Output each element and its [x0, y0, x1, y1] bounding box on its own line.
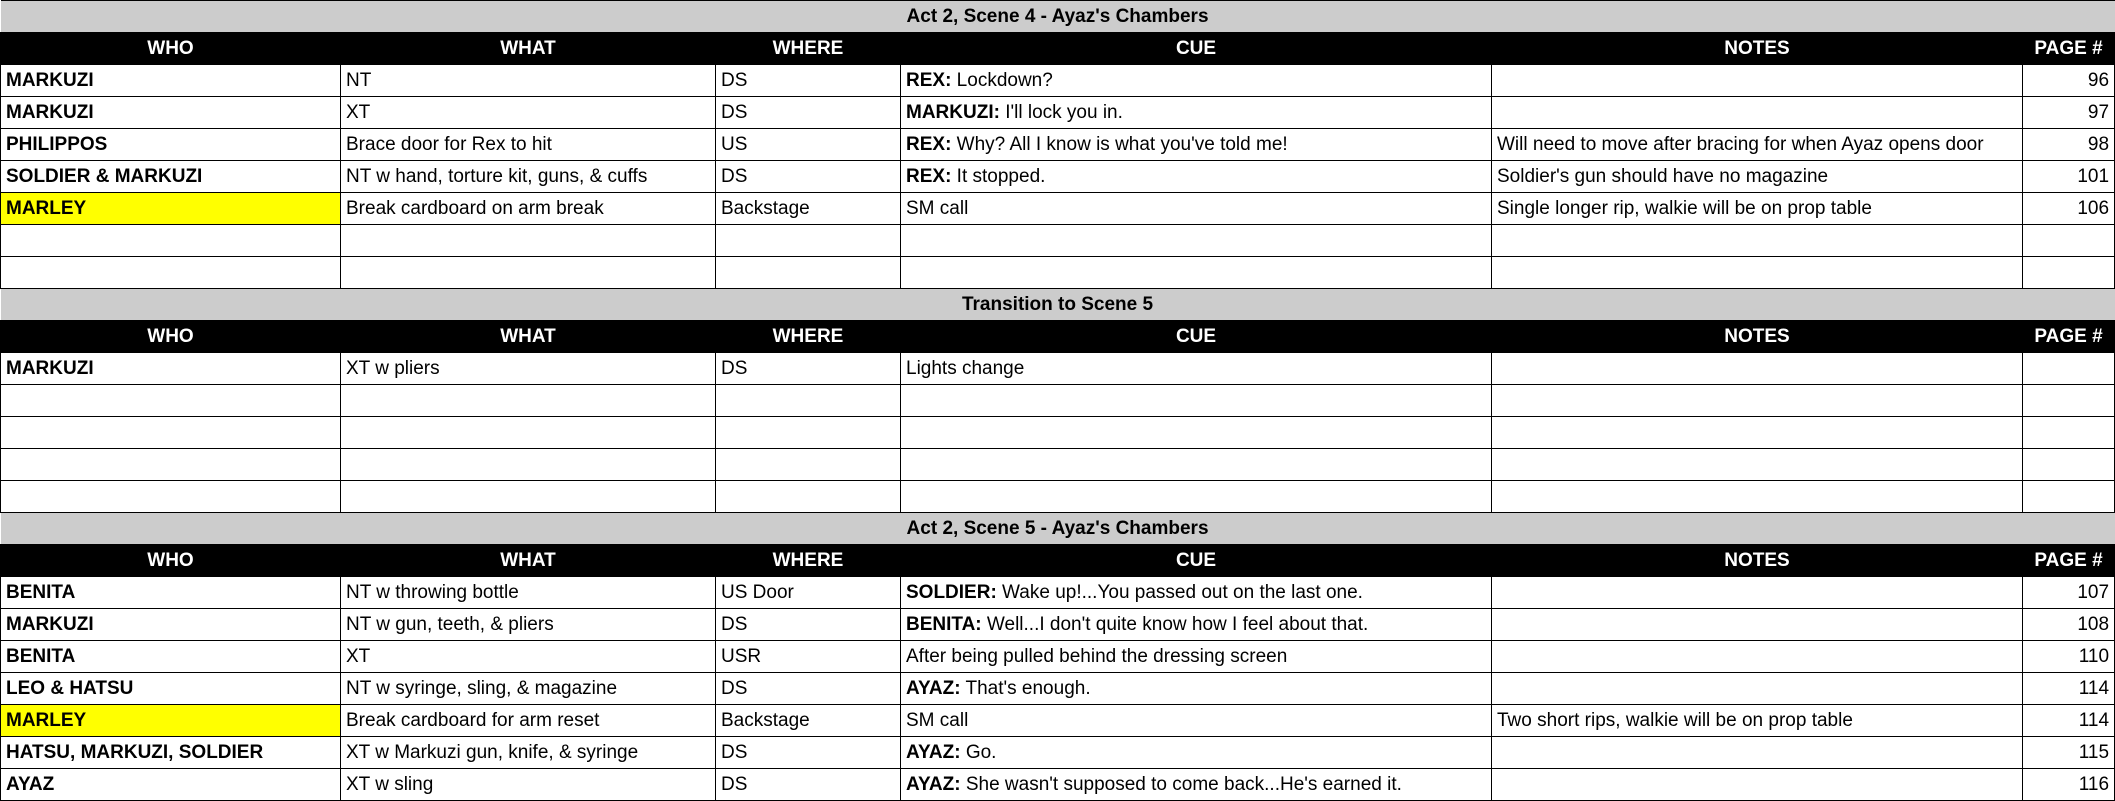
cell-where[interactable]: [716, 417, 901, 449]
cell-cue[interactable]: [901, 129, 1492, 161]
cell-page[interactable]: 110: [2023, 641, 2115, 673]
cue-text: Lights change: [906, 357, 1025, 379]
header-where: WHERE: [716, 33, 901, 65]
cell-where[interactable]: [716, 225, 901, 257]
section-title-row: [1, 513, 2115, 545]
section-title-row: [1, 1, 2115, 33]
column-header-row: [1, 545, 2115, 577]
header-cue: CUE: [901, 321, 1492, 353]
cell-what[interactable]: XT w sling: [341, 769, 716, 801]
cue-text: Lockdown?: [951, 69, 1053, 91]
cell-who[interactable]: [1, 417, 341, 449]
cue-text: She wasn't supposed to come back...He's earned it.: [960, 773, 1402, 795]
cell-page[interactable]: 114: [2023, 705, 2115, 737]
cell-what[interactable]: NT w hand, torture kit, guns, & cuffs: [341, 161, 716, 193]
cell-page[interactable]: 115: [2023, 737, 2115, 769]
cell-what[interactable]: [341, 449, 716, 481]
cue-text: SM call: [906, 197, 969, 219]
cell-who[interactable]: MARKUZI: [1, 609, 341, 641]
cell-page[interactable]: [2023, 481, 2115, 513]
cell-notes[interactable]: [1492, 417, 2023, 449]
cell-where[interactable]: [716, 449, 901, 481]
cue-text: I'll lock you in.: [999, 101, 1123, 123]
cell-notes[interactable]: Soldier's gun should have no magazine: [1492, 161, 2023, 193]
header-who: WHO: [1, 33, 341, 65]
cue-row: [1, 705, 2115, 737]
cell-what[interactable]: [341, 257, 716, 289]
cell-notes[interactable]: [1492, 769, 2023, 801]
cell-cue[interactable]: [901, 161, 1492, 193]
cell-notes[interactable]: [1492, 225, 2023, 257]
cue-row: [1, 673, 2115, 705]
header-what: WHAT: [341, 545, 716, 577]
cue-text: Why? All I know is what you've told me!: [951, 133, 1288, 155]
header-where: WHERE: [716, 321, 901, 353]
cell-notes[interactable]: [1492, 449, 2023, 481]
cue-speaker: MARKUZI:: [906, 101, 1000, 123]
header-notes: NOTES: [1492, 33, 2023, 65]
cell-where[interactable]: Backstage: [716, 193, 901, 225]
cell-where[interactable]: DS: [716, 769, 901, 801]
cell-cue[interactable]: [901, 417, 1492, 449]
cell-what[interactable]: XT: [341, 97, 716, 129]
cell-cue[interactable]: [901, 737, 1492, 769]
section-title: Act 2, Scene 4 - Ayaz's Chambers: [1, 1, 2115, 33]
cell-notes[interactable]: Single longer rip, walkie will be on prop table: [1492, 193, 2023, 225]
cell-where[interactable]: DS: [716, 609, 901, 641]
cell-page[interactable]: 108: [2023, 609, 2115, 641]
cell-notes[interactable]: Two short rips, walkie will be on prop table: [1492, 705, 2023, 737]
header-cue: CUE: [901, 545, 1492, 577]
cue-speaker: REX:: [906, 69, 952, 91]
cell-where[interactable]: [716, 385, 901, 417]
column-header-row: [1, 33, 2115, 65]
header-notes: NOTES: [1492, 321, 2023, 353]
cell-where[interactable]: DS: [716, 161, 901, 193]
cell-notes[interactable]: [1492, 65, 2023, 97]
cell-notes[interactable]: [1492, 97, 2023, 129]
header-cue: CUE: [901, 33, 1492, 65]
cell-notes[interactable]: [1492, 481, 2023, 513]
header-who: WHO: [1, 321, 341, 353]
cell-who[interactable]: MARLEY: [1, 705, 341, 737]
cell-notes[interactable]: [1492, 385, 2023, 417]
cell-what[interactable]: Brace door for Rex to hit: [341, 129, 716, 161]
cue-speaker: AYAZ:: [906, 773, 961, 795]
cell-what[interactable]: NT w syringe, sling, & magazine: [341, 673, 716, 705]
cell-where[interactable]: DS: [716, 353, 901, 385]
cell-who[interactable]: HATSU, MARKUZI, SOLDIER: [1, 737, 341, 769]
cell-cue[interactable]: [901, 97, 1492, 129]
cell-notes[interactable]: [1492, 673, 2023, 705]
cue-row: [1, 353, 2115, 385]
cell-cue[interactable]: [901, 609, 1492, 641]
cell-who[interactable]: MARLEY: [1, 193, 341, 225]
cell-who[interactable]: MARKUZI: [1, 97, 341, 129]
cell-notes[interactable]: [1492, 577, 2023, 609]
cell-what[interactable]: NT w throwing bottle: [341, 577, 716, 609]
cell-page[interactable]: 106: [2023, 193, 2115, 225]
cell-cue[interactable]: [901, 353, 1492, 385]
cell-who[interactable]: MARKUZI: [1, 353, 341, 385]
cue-text: That's enough.: [960, 677, 1091, 699]
cell-cue[interactable]: [901, 769, 1492, 801]
cell-what[interactable]: NT w gun, teeth, & pliers: [341, 609, 716, 641]
cell-where[interactable]: US: [716, 129, 901, 161]
cell-cue[interactable]: [901, 65, 1492, 97]
cue-text: After being pulled behind the dressing screen: [906, 645, 1288, 667]
cell-where[interactable]: DS: [716, 737, 901, 769]
cue-row: [1, 193, 2115, 225]
cell-where[interactable]: [716, 257, 901, 289]
section-title: Transition to Scene 5: [1, 289, 2115, 321]
cell-notes[interactable]: [1492, 737, 2023, 769]
cell-where[interactable]: US Door: [716, 577, 901, 609]
cue-speaker: REX:: [906, 165, 952, 187]
cell-notes[interactable]: [1492, 353, 2023, 385]
cell-who[interactable]: [1, 481, 341, 513]
cell-notes[interactable]: [1492, 609, 2023, 641]
cell-notes[interactable]: Will need to move after bracing for when Ayaz opens door: [1492, 129, 2023, 161]
cell-what[interactable]: XT: [341, 641, 716, 673]
cell-who[interactable]: LEO & HATSU: [1, 673, 341, 705]
cue-row: [1, 449, 2115, 481]
cell-notes[interactable]: [1492, 641, 2023, 673]
cell-what[interactable]: XT w Markuzi gun, knife, & syringe: [341, 737, 716, 769]
cell-what[interactable]: [341, 225, 716, 257]
cue-text: Go.: [960, 741, 997, 763]
cell-page[interactable]: 107: [2023, 577, 2115, 609]
cell-who[interactable]: [1, 225, 341, 257]
cell-who[interactable]: SOLDIER & MARKUZI: [1, 161, 341, 193]
cue-text: SM call: [906, 709, 969, 731]
cell-cue[interactable]: [901, 449, 1492, 481]
cell-what[interactable]: [341, 481, 716, 513]
cell-cue[interactable]: [901, 673, 1492, 705]
cell-page[interactable]: 101: [2023, 161, 2115, 193]
cell-who[interactable]: MARKUZI: [1, 65, 341, 97]
cell-what[interactable]: Break cardboard on arm break: [341, 193, 716, 225]
section-title-row: [1, 289, 2115, 321]
cell-page[interactable]: [2023, 257, 2115, 289]
cell-what[interactable]: XT w pliers: [341, 353, 716, 385]
cell-cue[interactable]: [901, 641, 1492, 673]
cell-cue[interactable]: [901, 257, 1492, 289]
cell-page[interactable]: [2023, 385, 2115, 417]
cell-cue[interactable]: [901, 225, 1492, 257]
cell-who[interactable]: BENITA: [1, 641, 341, 673]
cell-cue[interactable]: [901, 193, 1492, 225]
cell-notes[interactable]: [1492, 257, 2023, 289]
cell-who[interactable]: [1, 449, 341, 481]
cell-where[interactable]: DS: [716, 673, 901, 705]
cell-who[interactable]: PHILIPPOS: [1, 129, 341, 161]
cell-who[interactable]: [1, 257, 341, 289]
cue-speaker: AYAZ:: [906, 677, 961, 699]
cue-row: [1, 257, 2115, 289]
header-page: PAGE #: [2023, 545, 2115, 577]
cell-who[interactable]: BENITA: [1, 577, 341, 609]
cell-page[interactable]: [2023, 225, 2115, 257]
cue-speaker: BENITA:: [906, 613, 982, 635]
cell-what[interactable]: [341, 385, 716, 417]
cell-what[interactable]: [341, 417, 716, 449]
cue-row: [1, 481, 2115, 513]
cue-speaker: REX:: [906, 133, 952, 155]
cell-cue[interactable]: [901, 705, 1492, 737]
cell-where[interactable]: DS: [716, 97, 901, 129]
header-where: WHERE: [716, 545, 901, 577]
cell-page[interactable]: [2023, 417, 2115, 449]
cell-page[interactable]: [2023, 449, 2115, 481]
cell-where[interactable]: DS: [716, 65, 901, 97]
cue-row: [1, 769, 2115, 801]
cue-text: Well...I don't quite know how I feel about that.: [981, 613, 1369, 635]
cue-row: [1, 641, 2115, 673]
cell-cue[interactable]: [901, 481, 1492, 513]
cue-row: [1, 577, 2115, 609]
cue-row: [1, 609, 2115, 641]
cell-page[interactable]: 114: [2023, 673, 2115, 705]
cell-who[interactable]: AYAZ: [1, 769, 341, 801]
cue-row: [1, 225, 2115, 257]
cue-text: It stopped.: [951, 165, 1046, 187]
cell-who[interactable]: [1, 385, 341, 417]
header-who: WHO: [1, 545, 341, 577]
cell-where[interactable]: USR: [716, 641, 901, 673]
cue-row: [1, 417, 2115, 449]
column-header-row: [1, 321, 2115, 353]
cell-where[interactable]: Backstage: [716, 705, 901, 737]
header-what: WHAT: [341, 33, 716, 65]
header-what: WHAT: [341, 321, 716, 353]
cue-row: [1, 161, 2115, 193]
header-page: PAGE #: [2023, 33, 2115, 65]
header-page: PAGE #: [2023, 321, 2115, 353]
cell-cue[interactable]: [901, 385, 1492, 417]
cell-page[interactable]: 96: [2023, 65, 2115, 97]
cell-what[interactable]: Break cardboard for arm reset: [341, 705, 716, 737]
cue-speaker: SOLDIER:: [906, 581, 997, 603]
header-notes: NOTES: [1492, 545, 2023, 577]
cell-where[interactable]: [716, 481, 901, 513]
cue-row: [1, 65, 2115, 97]
section-title: Act 2, Scene 5 - Ayaz's Chambers: [1, 513, 2115, 545]
cell-cue[interactable]: [901, 577, 1492, 609]
cell-page[interactable]: 97: [2023, 97, 2115, 129]
cue-text: Wake up!...You passed out on the last one.: [996, 581, 1363, 603]
cue-speaker: AYAZ:: [906, 741, 961, 763]
cue-row: [1, 129, 2115, 161]
cue-row: [1, 737, 2115, 769]
cell-page[interactable]: [2023, 353, 2115, 385]
cell-what[interactable]: NT: [341, 65, 716, 97]
cell-page[interactable]: 98: [2023, 129, 2115, 161]
cue-row: [1, 385, 2115, 417]
cue-row: [1, 97, 2115, 129]
cell-page[interactable]: 116: [2023, 769, 2115, 801]
